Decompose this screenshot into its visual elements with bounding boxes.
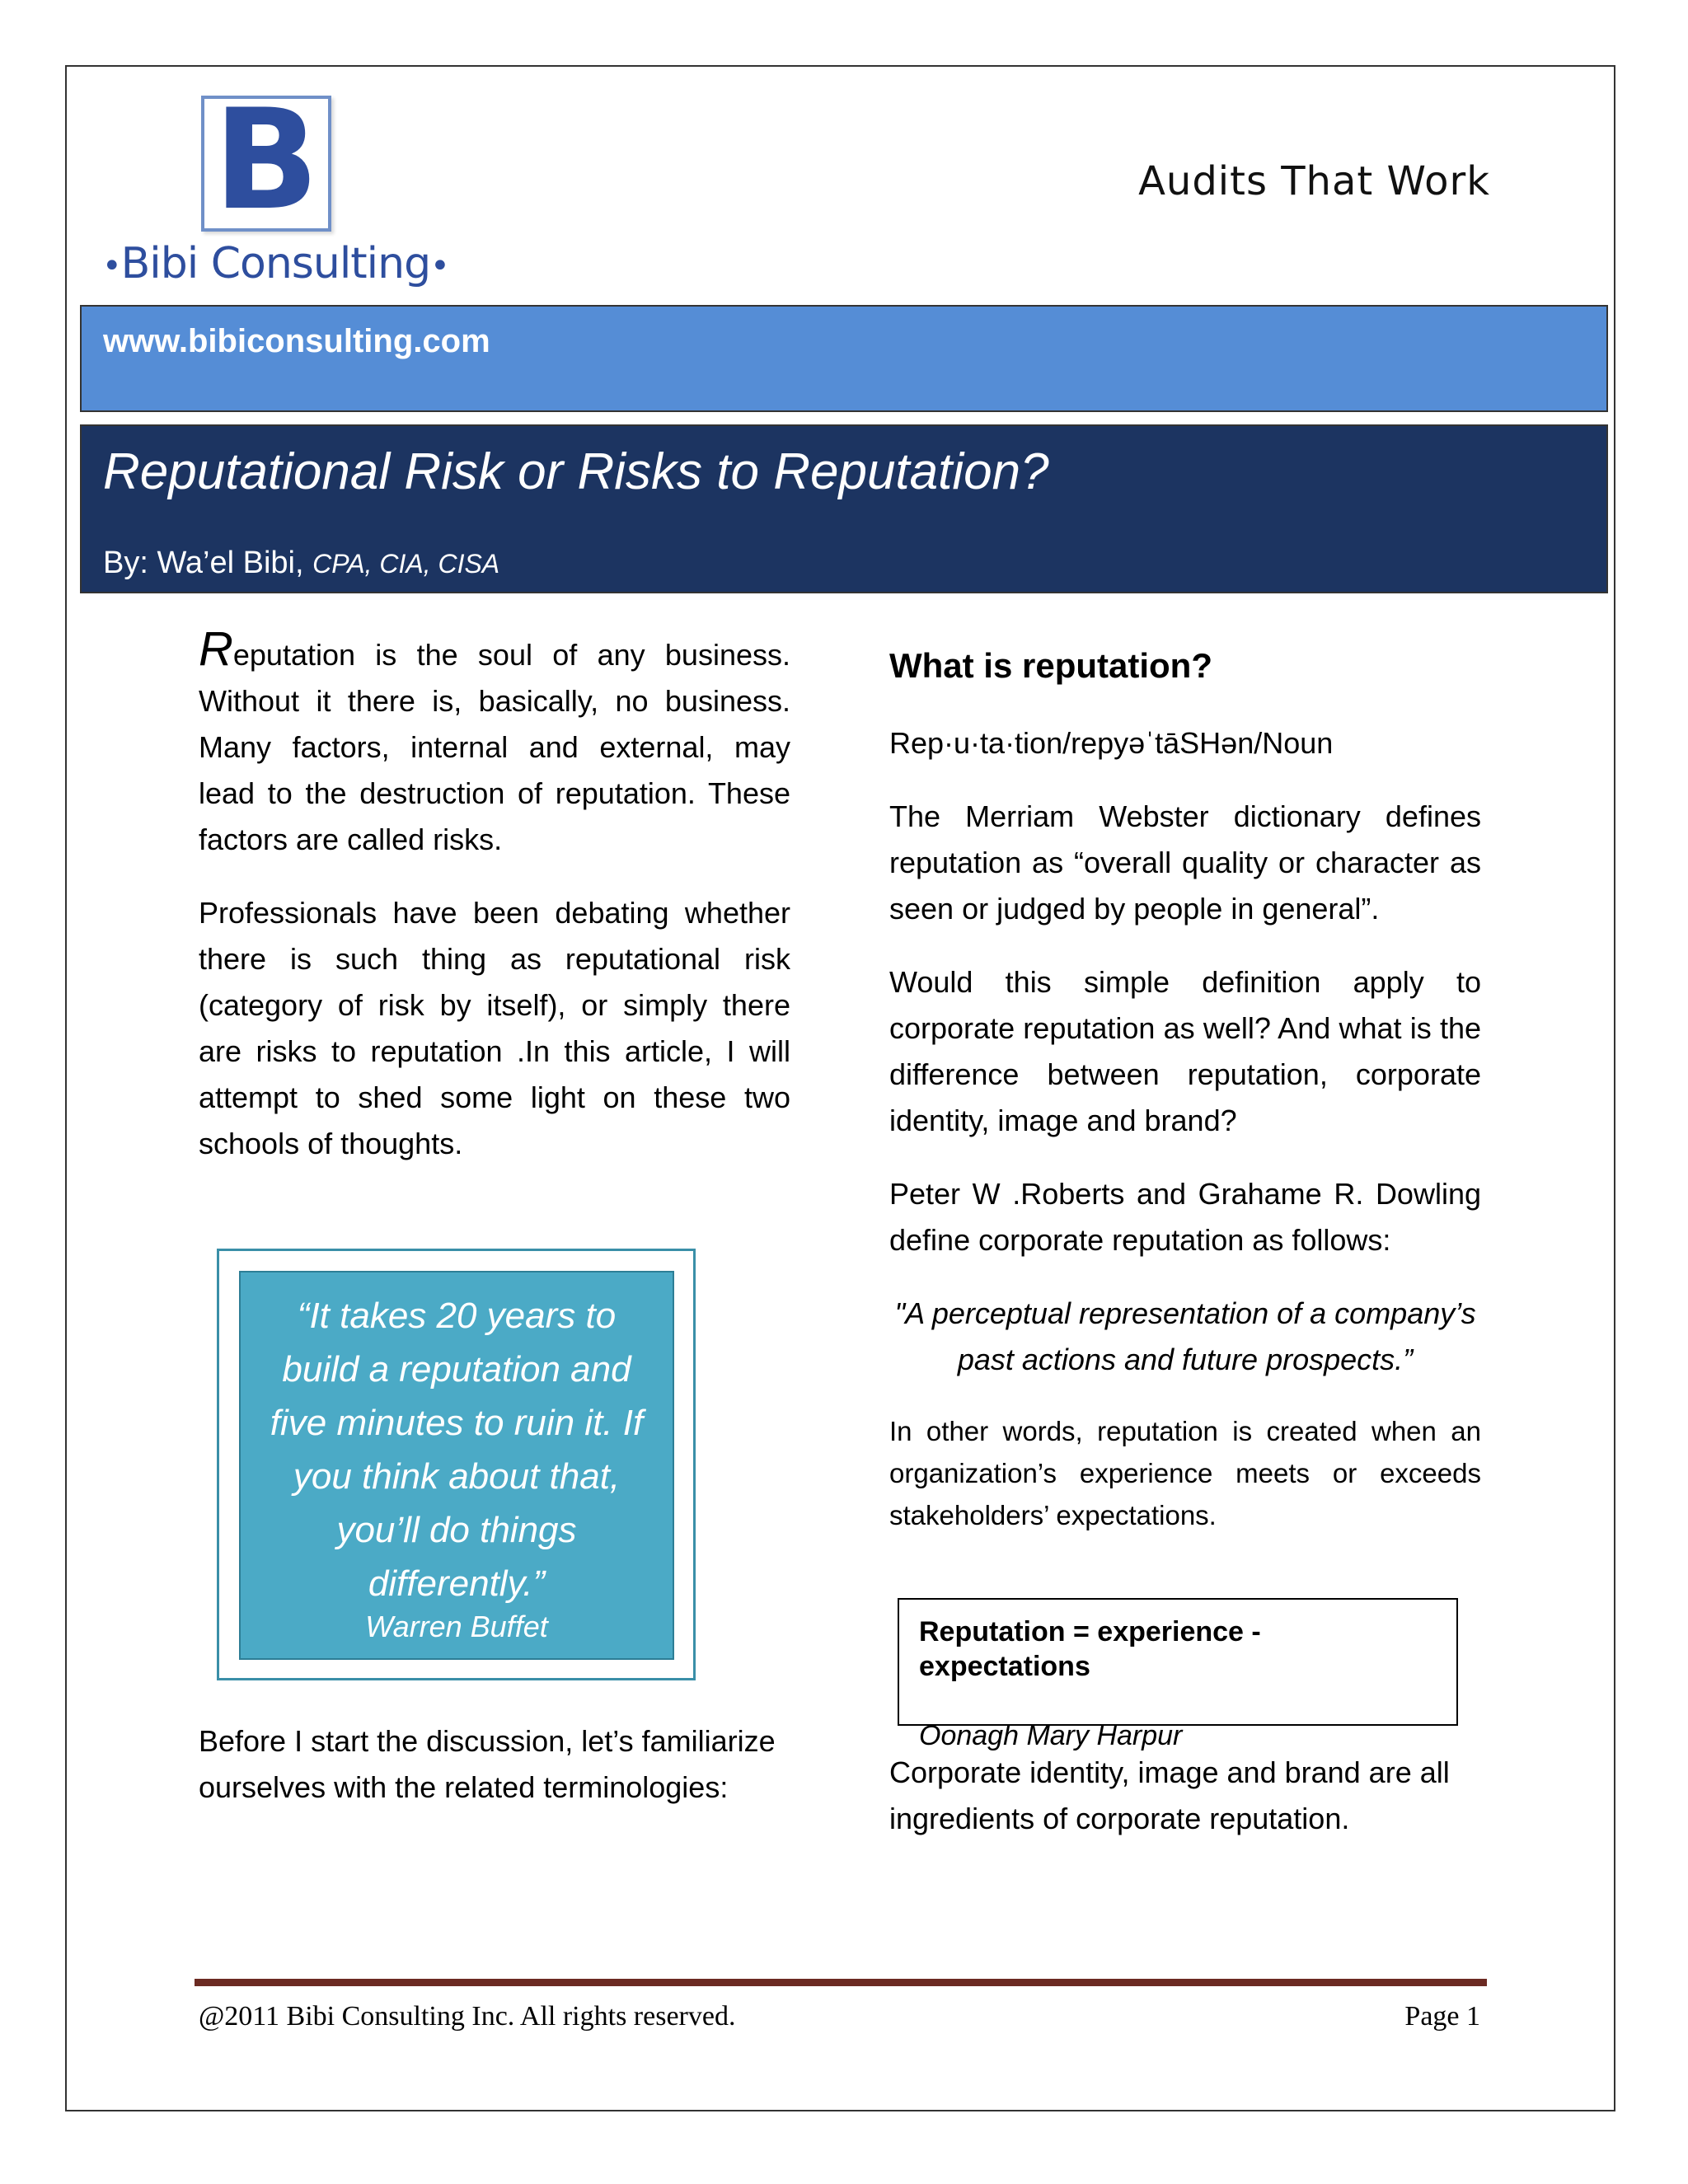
pull-quote-author: Warren Buffet (365, 1610, 548, 1643)
debate-paragraph: Professionals have been debating whether there is such thing as reputational risk (category of risk by itself), or simply there are risks to reputation .In this article, I will attempt to shed some light on these two schools of thoughts. (199, 896, 790, 1160)
ingredients-paragraph: Corporate identity, image and brand are all ingredients of corporate reputation. (889, 1755, 1450, 1835)
tagline: Audits That Work (1138, 158, 1490, 204)
drop-cap: R (199, 622, 233, 676)
byline (103, 546, 499, 581)
pull-quote-frame (217, 1249, 696, 1680)
logo-name-text: Bibi Consulting (120, 239, 431, 288)
pronunciation: Rep·u·ta·tion/repyəˈtāSHən/Noun (889, 726, 1334, 760)
section-heading: What is reputation? (889, 646, 1212, 685)
in-other-words-paragraph: In other words, reputation is created when an organization’s experience meets or exceeds stakeholders’ expectations. (889, 1416, 1481, 1530)
logo-dot-icon: • (430, 247, 449, 285)
intro-text: eputation is the soul of any business. Without it there is, basically, no business. Many factors, internal and external, may lead to the destruction of reputation. These factors are called risks. (199, 638, 790, 856)
page-number: Page 1 (1404, 2001, 1480, 2032)
website-url: www.bibiconsulting.com (103, 323, 490, 359)
url-band (80, 305, 1608, 412)
formula-box (898, 1598, 1458, 1751)
question-paragraph: Would this simple definition apply to corporate reputation as well? And what is the difference between reputation, corporate identity, image and brand? (889, 965, 1481, 1137)
definers-paragraph: Peter W .Roberts and Grahame R. Dowling define corporate reputation as follows: (889, 1177, 1481, 1257)
logo-dot-icon: • (102, 247, 121, 285)
intro-paragraph (199, 622, 790, 863)
byline-author: By: Wa’el Bibi, (103, 546, 304, 580)
logo-name (102, 239, 449, 288)
article-title: Reputational Risk or Risks to Reputation? (103, 443, 1049, 500)
logo-letter: B (213, 79, 320, 241)
title-band (80, 424, 1608, 593)
logo-mark (201, 79, 331, 241)
terminology-intro: Before I start the discussion, let’s familiarize ourselves with the related terminologies: (199, 1724, 776, 1804)
left-column (199, 622, 790, 1194)
definition-quote: "A perceptual representation of a company’s past actions and future prospects.” (894, 1296, 1476, 1376)
right-column (889, 635, 1481, 1563)
footer-copyright: @2011 Bibi Consulting Inc. All rights reserved. (199, 2001, 736, 2032)
definition-paragraph: The Merriam Webster dictionary defines reputation as “overall quality or character as seen or judged by people in general”. (889, 799, 1481, 926)
pull-quote-box (239, 1271, 674, 1660)
formula-author: Oonagh Mary Harpur (919, 1720, 1183, 1751)
formula-text: Reputation = experience - expectations (919, 1616, 1261, 1682)
byline-credentials: CPA, CIA, CISA (312, 549, 500, 579)
pull-quote-text: “It takes 20 years to build a reputation and five minutes to ruin it. If you think about that, you’ll do things differently.” (270, 1296, 644, 1604)
footer-rule (195, 1979, 1487, 1986)
